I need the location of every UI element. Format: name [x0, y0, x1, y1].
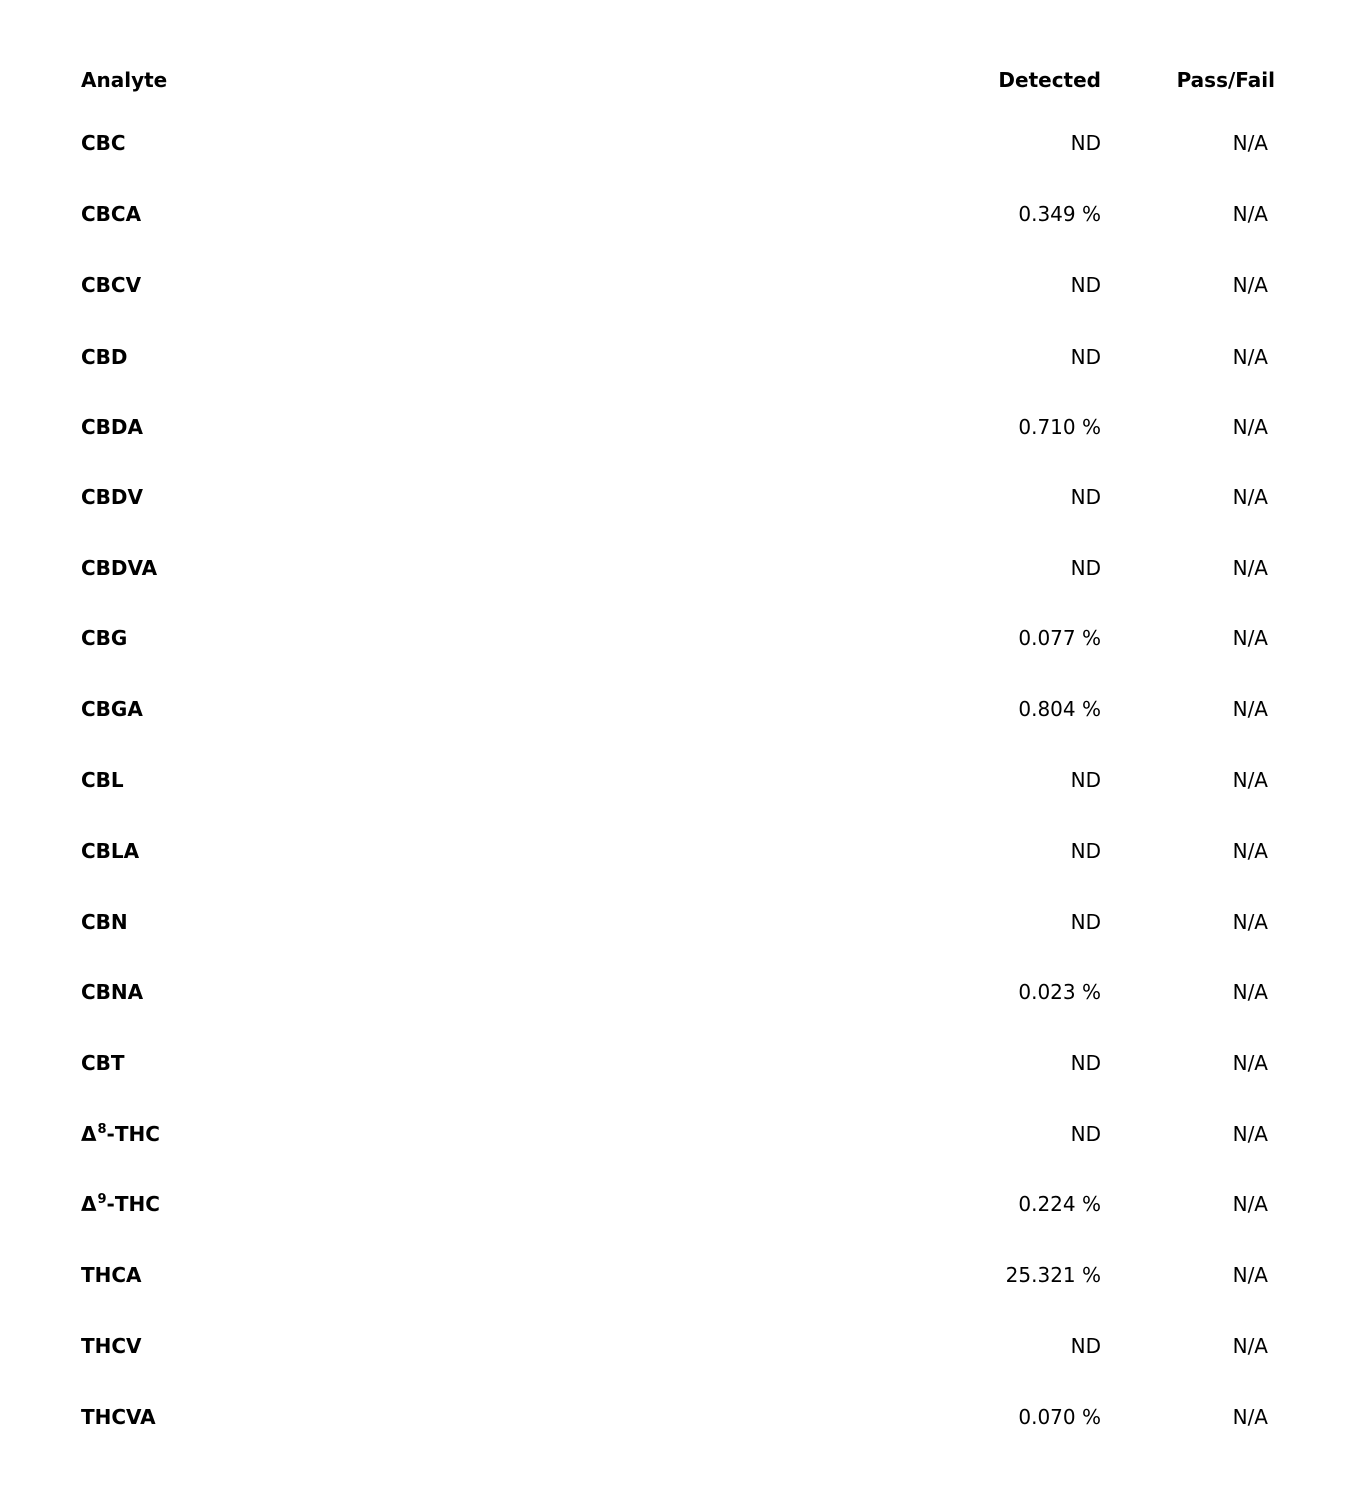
table-row: [81, 765, 1275, 795]
pass-fail-value: N/A: [1232, 485, 1268, 509]
pass-fail-value: N/A: [1232, 202, 1268, 226]
detected-value: 0.349 %: [1018, 202, 1101, 226]
table-row: [81, 128, 1275, 158]
detected-value: ND: [1070, 131, 1101, 155]
detected-value: 0.077 %: [1018, 626, 1101, 650]
detected-value: 0.070 %: [1018, 1405, 1101, 1429]
detected-value: ND: [1070, 556, 1101, 580]
pass-fail-value: N/A: [1232, 131, 1268, 155]
analyte-name: THCA: [81, 1263, 142, 1287]
analyte-name: [81, 1189, 160, 1223]
pass-fail-value: N/A: [1232, 345, 1268, 369]
header-pass-fail: Pass/Fail: [1176, 68, 1275, 92]
detected-value: ND: [1070, 1122, 1101, 1146]
pass-fail-value: N/A: [1232, 1192, 1268, 1216]
table-row: [81, 1189, 1275, 1219]
analyte-name: CBDVA: [81, 556, 158, 580]
analyte-name: THCV: [81, 1334, 142, 1358]
table-row: [81, 199, 1275, 229]
analyte-suffix: -THC: [106, 1122, 160, 1146]
analyte-prefix: Δ: [81, 1122, 97, 1146]
pass-fail-value: N/A: [1232, 768, 1268, 792]
pass-fail-value: N/A: [1232, 910, 1268, 934]
pass-fail-value: N/A: [1232, 415, 1268, 439]
pass-fail-value: N/A: [1232, 980, 1268, 1004]
detected-value: 0.804 %: [1018, 697, 1101, 721]
table-row: [81, 623, 1275, 653]
table-row: [81, 836, 1275, 866]
pass-fail-value: N/A: [1232, 1405, 1268, 1429]
detected-value: ND: [1070, 1334, 1101, 1358]
table-row: [81, 1260, 1275, 1290]
table-row: [81, 977, 1275, 1007]
pass-fail-value: N/A: [1232, 1263, 1268, 1287]
analyte-name: CBC: [81, 131, 126, 155]
table-header-row: [81, 65, 1275, 95]
pass-fail-value: N/A: [1232, 839, 1268, 863]
analyte-name: CBT: [81, 1051, 125, 1075]
table-row: [81, 1119, 1275, 1149]
analyte-name: CBL: [81, 768, 124, 792]
analyte-superscript: 8: [97, 1122, 107, 1137]
analyte-name: CBD: [81, 345, 128, 369]
pass-fail-value: N/A: [1232, 273, 1268, 297]
table-row: [81, 1048, 1275, 1078]
detected-value: ND: [1070, 910, 1101, 934]
header-analyte: Analyte: [81, 68, 168, 92]
detected-value: 0.023 %: [1018, 980, 1101, 1004]
detected-value: ND: [1070, 345, 1101, 369]
table-row: [81, 412, 1275, 442]
table-row: [81, 270, 1275, 300]
analyte-name: CBCV: [81, 273, 142, 297]
analyte-name: CBGA: [81, 697, 143, 721]
pass-fail-value: N/A: [1232, 1051, 1268, 1075]
analyte-superscript: 9: [97, 1192, 107, 1207]
table-row: [81, 342, 1275, 372]
analyte-name: THCVA: [81, 1405, 156, 1429]
analyte-name: CBCA: [81, 202, 142, 226]
pass-fail-value: N/A: [1232, 556, 1268, 580]
pass-fail-value: N/A: [1232, 626, 1268, 650]
table-row: [81, 553, 1275, 583]
analyte-prefix: Δ: [81, 1192, 97, 1216]
detected-value: ND: [1070, 1051, 1101, 1075]
analyte-name: CBDV: [81, 485, 144, 509]
table-row: [81, 694, 1275, 724]
header-detected: Detected: [998, 68, 1101, 92]
analyte-suffix: -THC: [106, 1192, 160, 1216]
detected-value: 0.710 %: [1018, 415, 1101, 439]
detected-value: 0.224 %: [1018, 1192, 1101, 1216]
analyte-name: CBNA: [81, 980, 144, 1004]
table-row: [81, 907, 1275, 937]
table-row: [81, 1402, 1275, 1432]
detected-value: ND: [1070, 839, 1101, 863]
table-row: [81, 1331, 1275, 1361]
detected-value: 25.321 %: [1005, 1263, 1101, 1287]
table-row: [81, 482, 1275, 512]
detected-value: ND: [1070, 485, 1101, 509]
analyte-name: CBG: [81, 626, 128, 650]
analyte-name: [81, 1119, 160, 1153]
pass-fail-value: N/A: [1232, 697, 1268, 721]
pass-fail-value: N/A: [1232, 1122, 1268, 1146]
analyte-name: CBLA: [81, 839, 140, 863]
detected-value: ND: [1070, 768, 1101, 792]
analyte-name: CBN: [81, 910, 128, 934]
analyte-name: CBDA: [81, 415, 144, 439]
pass-fail-value: N/A: [1232, 1334, 1268, 1358]
detected-value: ND: [1070, 273, 1101, 297]
